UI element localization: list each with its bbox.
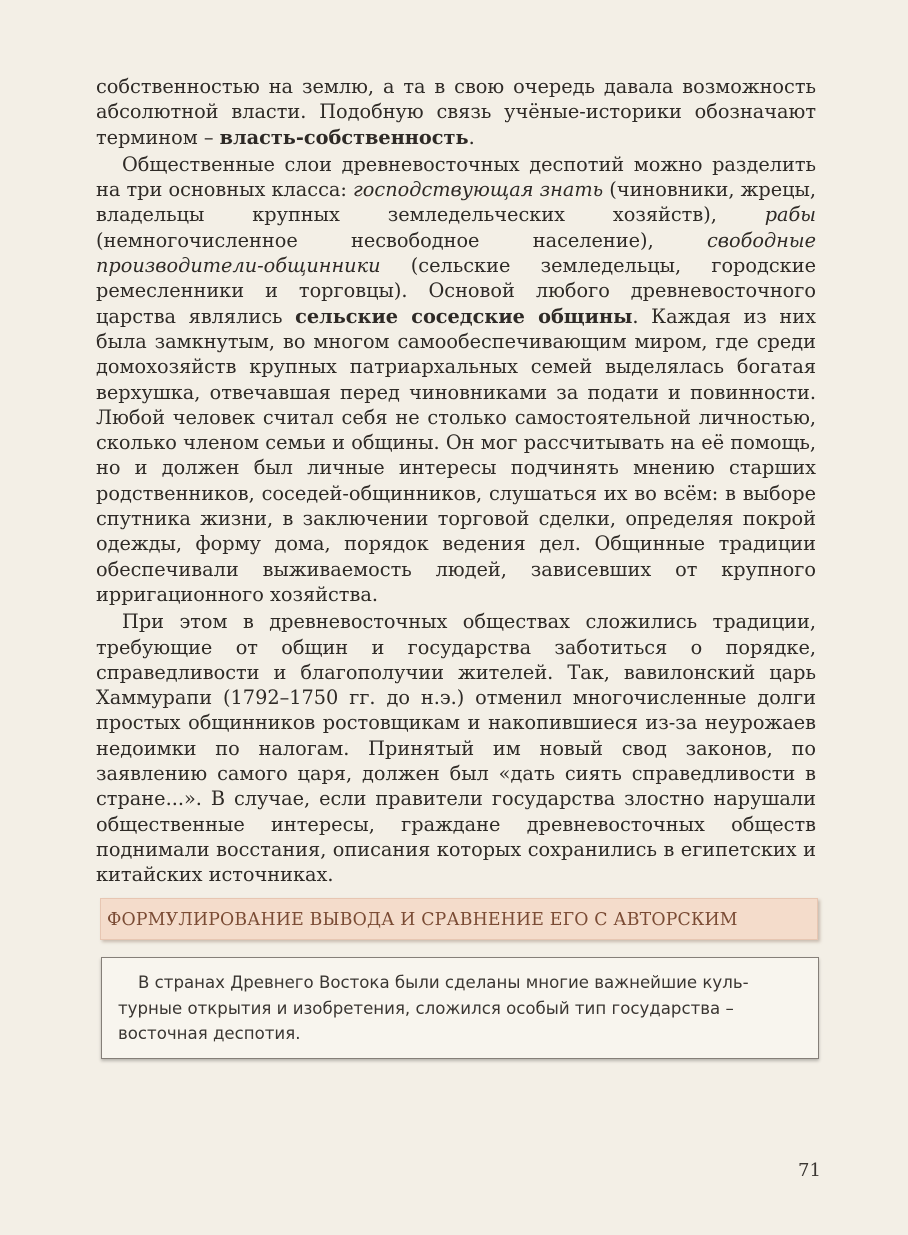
paragraph-1 xyxy=(96,74,816,150)
paragraph-2 xyxy=(96,152,816,607)
term-vlast-sobstvennost: власть-собственность xyxy=(219,125,469,149)
paragraph-1-text: собственностью на землю, а та в свою очередь давала возможность абсолютной власти. Подобную связь учёные-историки обозначают термином – xyxy=(96,75,816,149)
page-number: 71 xyxy=(798,1160,821,1181)
main-text xyxy=(96,74,816,888)
term-slaves: рабы xyxy=(764,203,816,227)
term-free-producers: свободные производители-общинники xyxy=(96,228,816,278)
paragraph-2-text-5: . Каждая из них была замкнутым, во многом самообеспечивающим миром, где среди домохозяйств крупных патриархальных семей выделялась богатая верхушка, отвечавшая перед чиновниками за подати и повинности. Любой человек считал себя не столько самостоятельной личностью, сколько членом семьи и общины. Он мог рассчитывать на её помощь, но и должен был личные интересы подчинять мнению старших родственников, соседей-общинников, слушаться их во всём: в выборе спутника жизни, в заключении торговой сделки, определяя покрой одежды, форму дома, порядок ведения дел. Общинные традиции обеспечивали выживаемость людей, зависевших от крупного ирригационного хозяйства. xyxy=(96,304,816,606)
term-rural-communities: сельские соседские общины xyxy=(295,304,633,328)
paragraph-1-end: . xyxy=(468,125,475,149)
paragraph-3: При этом в древневосточных обществах сложились традиции, требующие от общин и государства заботиться о порядке, справедливости и благополучии жителей. Так, вавилонский царь Хаммурапи (1792–1750 гг. до н.э.) отменил многочисленные долги простых общинников ростовщикам и накопившиеся из-за неурожаев недоимки по налогам. Принятый им новый свод законов, по заявлению самого царя, должен был «дать сиять справедливости в стране...». В случае, если правители государства злостно нарушали общественные интересы, граждане древневосточных обществ поднимали восстания, описания которых сохранились в египетских и китайских источниках. xyxy=(96,610,816,887)
term-ruling-nobility: господствующая знать xyxy=(353,178,604,202)
section-heading: ФОРМУЛИРОВАНИЕ ВЫВОДА И СРАВНЕНИЕ ЕГО С АВТОРСКИМ xyxy=(100,898,818,940)
paragraph-2-text-3: (немногочисленное несвободное население), xyxy=(96,228,707,252)
conclusion-line-3: восточная деспотия. xyxy=(118,1024,301,1043)
conclusion-line-1: В странах Древнего Востока были сделаны многие важнейшие куль- xyxy=(138,973,749,992)
paragraph-2-text-2: (чиновники, жрецы, владельцы крупных земледельческих хозяйств), xyxy=(96,178,817,227)
conclusion-line-2: турные открытия и изобретения, сложился особый тип государства – xyxy=(118,998,734,1018)
paragraph-2-text-4: (сельские земледельцы, городские ремесленники и торговцы). Основой любого древневосточного царства являлись xyxy=(96,254,816,328)
conclusion-box xyxy=(101,957,819,1059)
paragraph-2-text-1: Общественные слои древневосточных деспотий можно разделить на три основных класса: xyxy=(96,152,816,202)
